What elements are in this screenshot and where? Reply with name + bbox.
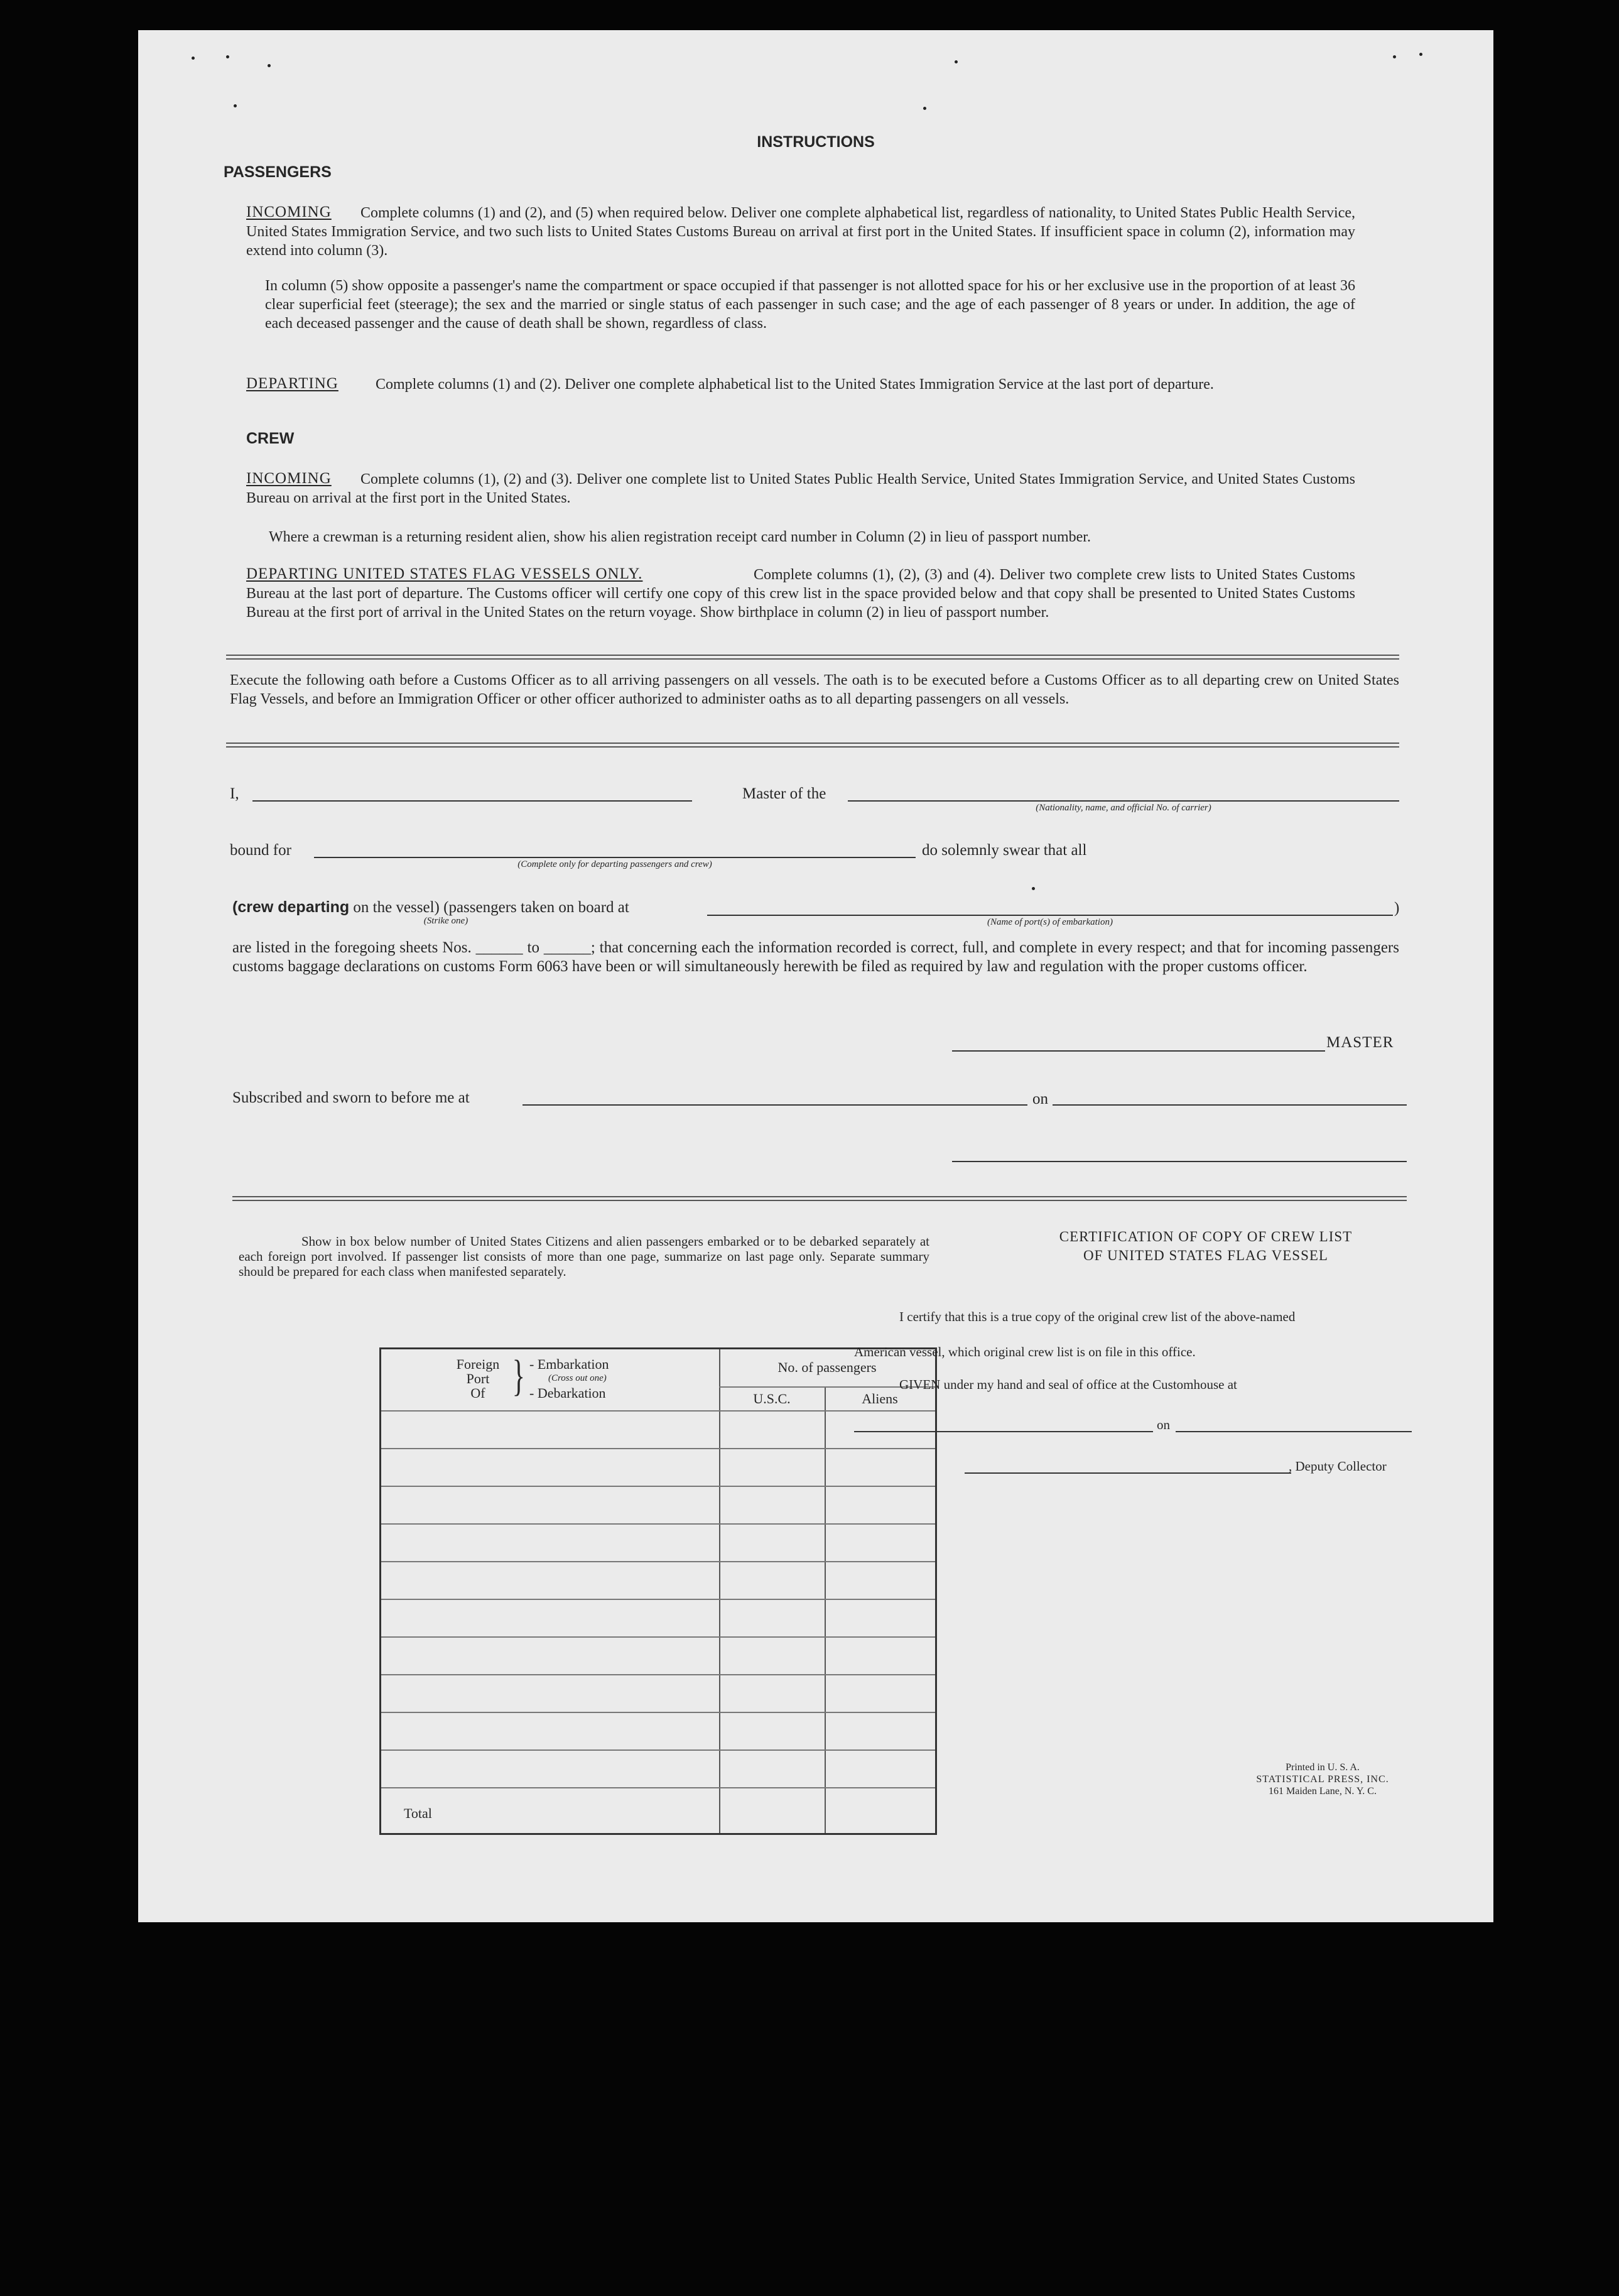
- close-paren: ): [1394, 900, 1400, 917]
- instructions-title: INSTRUCTIONS: [757, 133, 875, 151]
- certification-on-label: on: [1157, 1417, 1170, 1432]
- subscribed-place-field[interactable]: [523, 1104, 1027, 1106]
- table-row: [381, 1523, 935, 1525]
- passengers-incoming-text: Complete columns (1) and (2), and (5) when required below. Deliver one complete alphabetical list, regardless of nationality, to United States Public Health Service, United States Immigration Service, and two such lists to United States Customs Bureau on arrival at first port in the United States. If insufficient space in column (2), information may extend into column (3).: [246, 205, 1355, 259]
- table-row: [381, 1561, 935, 1562]
- table-row: [381, 1787, 935, 1788]
- bound-for-field[interactable]: [314, 857, 916, 858]
- no-of-passengers-header: No. of passengers: [777, 1359, 877, 1375]
- deputy-collector-label: , Deputy Collector: [1289, 1459, 1387, 1474]
- passengers-heading: PASSENGERS: [224, 163, 332, 181]
- table-row: [381, 1749, 935, 1751]
- debarkation-label[interactable]: - Debarkation: [529, 1385, 606, 1401]
- given-text: GIVEN under my hand and seal of office at the Customhouse at: [899, 1377, 1237, 1392]
- crew-incoming-text: Complete columns (1), (2) and (3). Deliver one complete list to United States Public Health Service, United States Immigration Service, and United States Customs Bureau on arrival at the first port in the United States.: [246, 471, 1355, 506]
- embarkation-port-field[interactable]: [707, 915, 1393, 916]
- crew-resident-text: Where a crewman is a returning resident alien, show his alien registration receipt card number in Column (2) in lieu of passport number.: [269, 529, 1091, 545]
- certification-title: [955, 1227, 1457, 1265]
- certification-title-line1: CERTIFICATION OF COPY OF CREW LIST: [1059, 1229, 1353, 1244]
- bound-for-label: bound for: [230, 842, 291, 859]
- table-row: [381, 1674, 935, 1675]
- deputy-signature-field[interactable]: [965, 1472, 1291, 1474]
- speck: [955, 60, 958, 63]
- printer-line2: STATISTICAL PRESS, INC.: [1256, 1774, 1389, 1785]
- certify-line2: American vessel, which original crew list is on file in this office.: [854, 1344, 1196, 1359]
- brace-icon: }: [512, 1352, 525, 1400]
- on-the-vessel-text: on the vessel): [353, 899, 440, 916]
- foreign-port-label: [452, 1357, 504, 1400]
- oath-i: I,: [230, 785, 239, 802]
- certification-date-field[interactable]: [1176, 1431, 1412, 1432]
- passengers-departing-label: DEPARTING: [246, 375, 338, 392]
- subscribed-label: Subscribed and sworn to before me at: [232, 1089, 470, 1106]
- table-row: [381, 1636, 935, 1638]
- carrier-caption: (Nationality, name, and official No. of carrier): [1036, 803, 1211, 813]
- usc-header: U.S.C.: [753, 1391, 791, 1406]
- table-divider: [825, 1386, 826, 1833]
- master-signature-field[interactable]: [952, 1050, 1325, 1052]
- master-label: MASTER: [1326, 1034, 1394, 1051]
- table-row: [381, 1599, 935, 1600]
- crew-incoming-label: INCOMING: [246, 470, 332, 487]
- certification-title-line2: OF UNITED STATES FLAG VESSEL: [1083, 1248, 1328, 1263]
- printer-imprint: [1228, 1761, 1417, 1797]
- speck: [226, 55, 229, 58]
- subscribed-date-field[interactable]: [1053, 1104, 1407, 1106]
- table-divider: [719, 1349, 720, 1833]
- printer-line1: Printed in U. S. A.: [1286, 1762, 1360, 1773]
- certify-line1: I certify that this is a true copy of the original crew list of the above-named: [899, 1309, 1296, 1324]
- passengers-departing-text: Complete columns (1) and (2). Deliver one complete alphabetical list to the United States Immigration Service at the last port of departure.: [376, 376, 1214, 393]
- passenger-summary-table: [379, 1347, 937, 1835]
- speck: [1419, 53, 1422, 56]
- crew-departing-label: DEPARTING UNITED STATES FLAG VESSELS ONLY.: [246, 565, 643, 582]
- summary-note: Show in box below number of United States Citizens and alien passengers embarked or to be debarked separately at each foreign port involved. If passenger list consists of more than one page, summarize on last page only. Separate summary should be prepared for each class when manifested separately.: [239, 1234, 929, 1279]
- total-label: Total: [404, 1805, 432, 1821]
- crew-departing-text: Complete columns (1), (2), (3) and (4). Deliver two complete crew lists to United States Customs Bureau at the last port of departure. The Customs officer will certify one copy of this crew list in the space provided below and that copy shall be presented to United States Customs Bureau at the first port of arrival in the United States on the return voyage. Show birthplace in column (2) in lieu of passport number.: [246, 567, 1355, 621]
- master-of-the-label: Master of the: [742, 785, 826, 802]
- crew-departing-option[interactable]: (crew departing: [232, 898, 350, 916]
- passengers-column5-text: In column (5) show opposite a passenger's name the compartment or space occupied if that passenger is not allotted space for his or her exclusive use in the proportion of at least 36 clear superficial feet (steerage); the sex and the married or single status of each passenger in such case; and the age of each passenger of 8 years or under. In addition, the age of each deceased passenger and the cause of death shall be shown, regardless of class.: [265, 278, 1355, 332]
- listed-text: are listed in the foregoing sheets Nos. ______ to ______; that concerning each the information recorded is correct, full, and complete in every respect; and that for incoming passengers customs baggage declarations on customs Form 6063 have been or will simultaneously herewith be filed as required by law and regulation with the proper customs officer.: [232, 939, 1399, 975]
- passengers-incoming-label: INCOMING: [246, 204, 332, 220]
- table-row: [381, 1486, 935, 1487]
- double-rule: [226, 655, 1399, 660]
- port-caption: (Name of port(s) of embarkation): [987, 917, 1113, 927]
- crew-heading: CREW: [246, 430, 295, 447]
- printer-line3: 161 Maiden Lane, N. Y. C.: [1269, 1786, 1377, 1797]
- speck: [268, 64, 271, 67]
- speck: [192, 57, 195, 60]
- strike-caption: (Strike one): [423, 916, 468, 926]
- of-label: Of: [470, 1385, 485, 1401]
- embark-debark-label: [529, 1357, 609, 1400]
- officer-signature-field[interactable]: [952, 1161, 1407, 1162]
- cross-out-caption: (Cross out one): [548, 1373, 607, 1383]
- speck: [234, 104, 237, 107]
- speck: [1032, 887, 1035, 890]
- crew-passengers-choice: [232, 898, 629, 917]
- table-row: [381, 1448, 935, 1449]
- master-name-field[interactable]: [252, 800, 692, 802]
- customhouse-field[interactable]: [854, 1431, 1153, 1432]
- port-label: Port: [466, 1371, 490, 1386]
- aliens-header: Aliens: [862, 1391, 898, 1406]
- swear-text: do solemnly swear that all: [922, 842, 1087, 859]
- oath-intro: Execute the following oath before a Customs Officer as to all arriving passengers on all vessels. The oath is to be executed before a Customs Officer as to all departing crew on United States Flag Vessels, and before an Immigration Officer or other officer authorized to administer oaths as to all departing passengers on all vessels.: [230, 672, 1399, 707]
- embarkation-label[interactable]: - Embarkation: [529, 1356, 609, 1372]
- speck: [923, 107, 926, 110]
- table-row: [381, 1712, 935, 1713]
- passengers-taken-option[interactable]: (passengers taken on board at: [443, 899, 629, 916]
- table-divider: [381, 1410, 935, 1412]
- double-rule: [226, 743, 1399, 748]
- form-page: [138, 30, 1493, 1922]
- bound-for-caption: (Complete only for departing passengers and crew): [517, 859, 712, 869]
- speck: [1393, 55, 1396, 58]
- subscribed-on-label: on: [1032, 1091, 1048, 1107]
- foreign-label: Foreign: [456, 1356, 500, 1372]
- carrier-field[interactable]: [848, 800, 1399, 802]
- double-rule: [232, 1196, 1407, 1201]
